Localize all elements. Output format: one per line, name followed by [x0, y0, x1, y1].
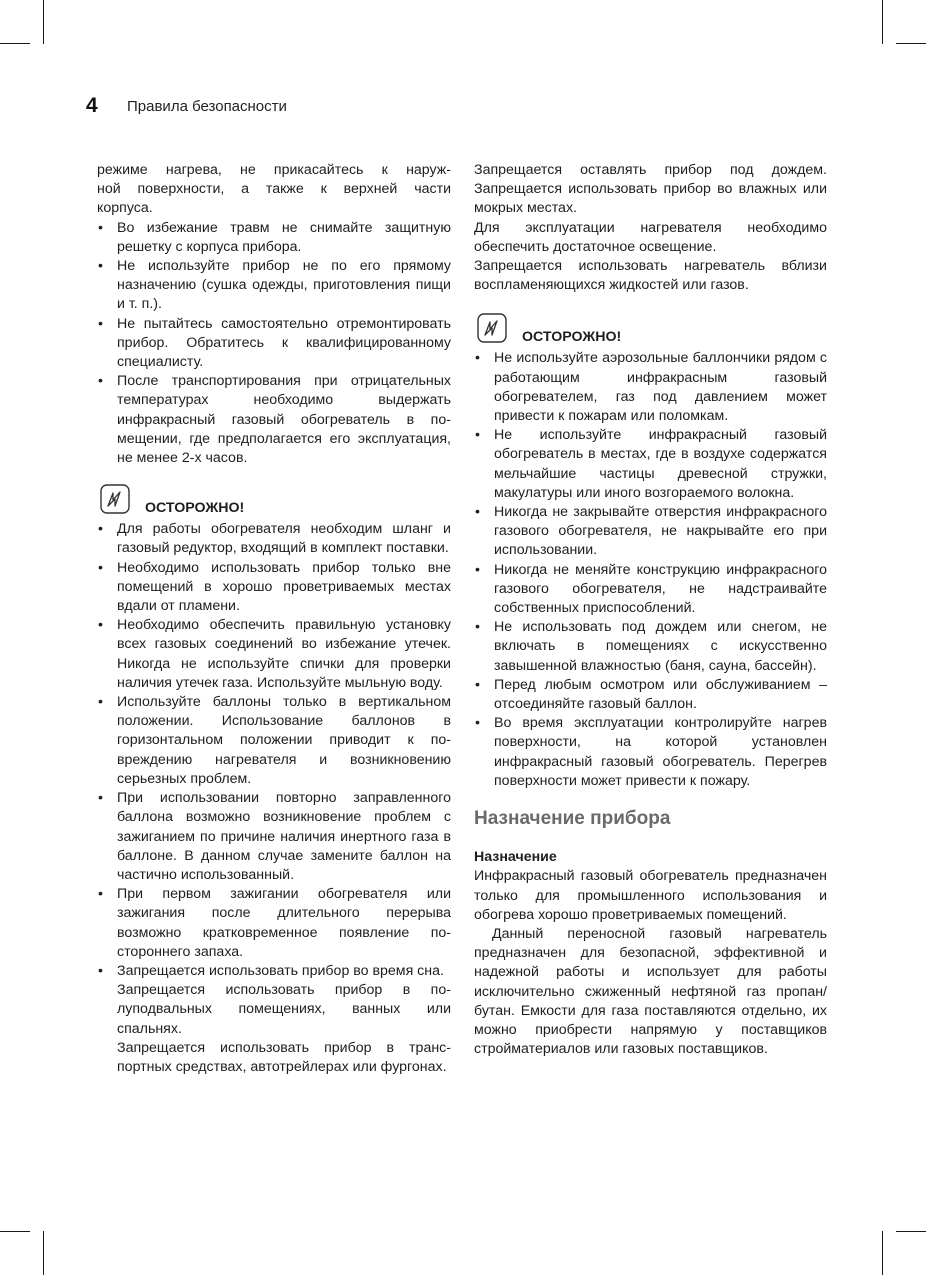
- warning-lightning-icon: [477, 313, 507, 343]
- crop-mark: [0, 43, 30, 44]
- list-item: • Необходимо использовать прибор только вне помещений в хорошо проветриваемых местах вдали от пламени.: [97, 559, 451, 617]
- crop-mark: [896, 1231, 926, 1232]
- list-item: • При первом зажигании обогревателя или зажигания после длительного перерыва возможно кратковременное появление постороннего запаха.: [97, 885, 451, 962]
- list-item: • Для работы обогревателя необходим шланг и газовый редуктор, входящий в комплект поставки.: [97, 520, 451, 558]
- warning-block: [97, 484, 451, 518]
- intro-line: корпуса.: [97, 200, 153, 217]
- paragraph: Запрещается использовать нагреватель вблизи воспламеняющихся жидкостей или газов.: [474, 258, 827, 294]
- warning-title: ОСТОРОЖНО!: [522, 329, 622, 346]
- intro-line: ной поверхности, а также к верхней части: [97, 181, 451, 198]
- list-item: • При использовании повторно заправленного баллона возможно возникновение проблем с зажиганием по причине наличия инертного газа в баллоне. В данном случае замените баллон на частично использованный.: [97, 789, 451, 885]
- warning-title: ОСТОРОЖНО!: [145, 500, 245, 517]
- section-title: Правила безопасности: [127, 98, 287, 115]
- left-column: [97, 161, 451, 1077]
- paragraph: Запрещается оставлять прибор под дождем. Запрещается использовать прибор во влажных или мокрых местах.: [474, 162, 827, 217]
- list-item: • Не используйте прибор не по его прямому назначению (сушка одежды, приготовления пищи и т. п.).: [97, 257, 451, 315]
- crop-mark: [882, 0, 883, 44]
- crop-mark: [43, 1231, 44, 1275]
- list-item: • Необходимо обеспечить правильную установку всех газовых соединений во избежание утечек. Никогда не используйте спички для проверки наличия утечек газа. Используйте мыльную воду.: [97, 616, 451, 693]
- list-item: • Запрещается использовать прибор во время сна.: [97, 962, 451, 981]
- list-item: • Никогда не меняйте конструкцию инфракрасного газового обогревателя, не надстраивайте собственных приспособлений.: [474, 561, 827, 619]
- paragraph: Инфракрасный газовый обогреватель предназначен только для промышленного использования и обогрева хорошо проветриваемых помещений.: [474, 868, 827, 923]
- list-item: • Перед любым осмотром или обслуживанием – отсоединяйте газовый баллон.: [474, 676, 827, 714]
- sub-heading: Назначение: [474, 849, 557, 866]
- warning-block: [474, 313, 827, 347]
- right-column: [474, 161, 827, 1059]
- crop-mark: [43, 0, 44, 44]
- crop-mark: [882, 1231, 883, 1275]
- paragraph: Данный переносной газовый нагреватель предназначен для безопасной, эффективной и надежной работы и использует для работы исключительно сжиженный нефтяной газ пропан/бутан. Емкости для газа поставляются отдельно, их можно приобрести напрямую у поставщиков стройматериалов или газовых поставщиков.: [474, 925, 827, 1058]
- intro-line: режиме нагрева, не прикасайтесь к наруж-: [97, 162, 451, 178]
- list-item: • Никогда не закрывайте отверстия инфракрасного газового обогревателя, не накрывайте его при использовании.: [474, 503, 827, 561]
- list-item: • Не пытайтесь самостоятельно отремонтировать прибор. Обратитесь к квалифицированному специалисту.: [97, 315, 451, 373]
- section-heading: Назначение прибора: [474, 808, 671, 830]
- list-item: • Не использовать под дождем или снегом, не включать в помещениях с искусственно завышенной влажностью (баня, сауна, бассейн).: [474, 618, 827, 676]
- intro-paragraph: [97, 161, 451, 219]
- list-item: • Используйте баллоны только в вертикальном положении. Использование баллонов в горизонтальном положении приводит к повреждению нагревателя и возникновению серьезных проблем.: [97, 693, 451, 789]
- paragraph: Для эксплуатации нагревателя необходимо обеспечить достаточное освещение.: [474, 219, 827, 255]
- crop-mark: [0, 1231, 30, 1232]
- crop-mark: [896, 43, 926, 44]
- list-item: • Не используйте аэрозольные баллончики рядом с работающим инфракрасным газовый обогревателем, газ под давлением может привести к пожарам или поломкам.: [474, 349, 827, 426]
- indented-paragraph: Запрещается использовать прибор в транспортных средствах, автотрейлерах или фургонах.: [117, 1039, 451, 1075]
- page-number: 4: [86, 94, 98, 117]
- list-item: • Не используйте инфракрасный газовый обогреватель в местах, где в воздухе содержатся мельчайшие частицы древесной стружки, макулатуры или иного возгораемого волокна.: [474, 426, 827, 503]
- warning-lightning-icon: [100, 484, 130, 514]
- list-item: • Во время эксплуатации контролируйте нагрев поверхности, на которой установлен инфракрасный газовый обогреватель. Перегрев поверхности может привести к пожару.: [474, 714, 827, 791]
- list-item: • После транспортирования при отрицательных температурах необходимо выдержать инфракрасный газовый обогреватель в помещении, где предполагается его эксплуатация, не менее 2-х часов.: [97, 372, 451, 468]
- list-item: • Во избежание травм не снимайте защитную решетку с корпуса прибора.: [97, 219, 451, 257]
- indented-paragraph: Запрещается использовать прибор в полуподвальных помещениях, ванных или спальнях.: [117, 982, 451, 1037]
